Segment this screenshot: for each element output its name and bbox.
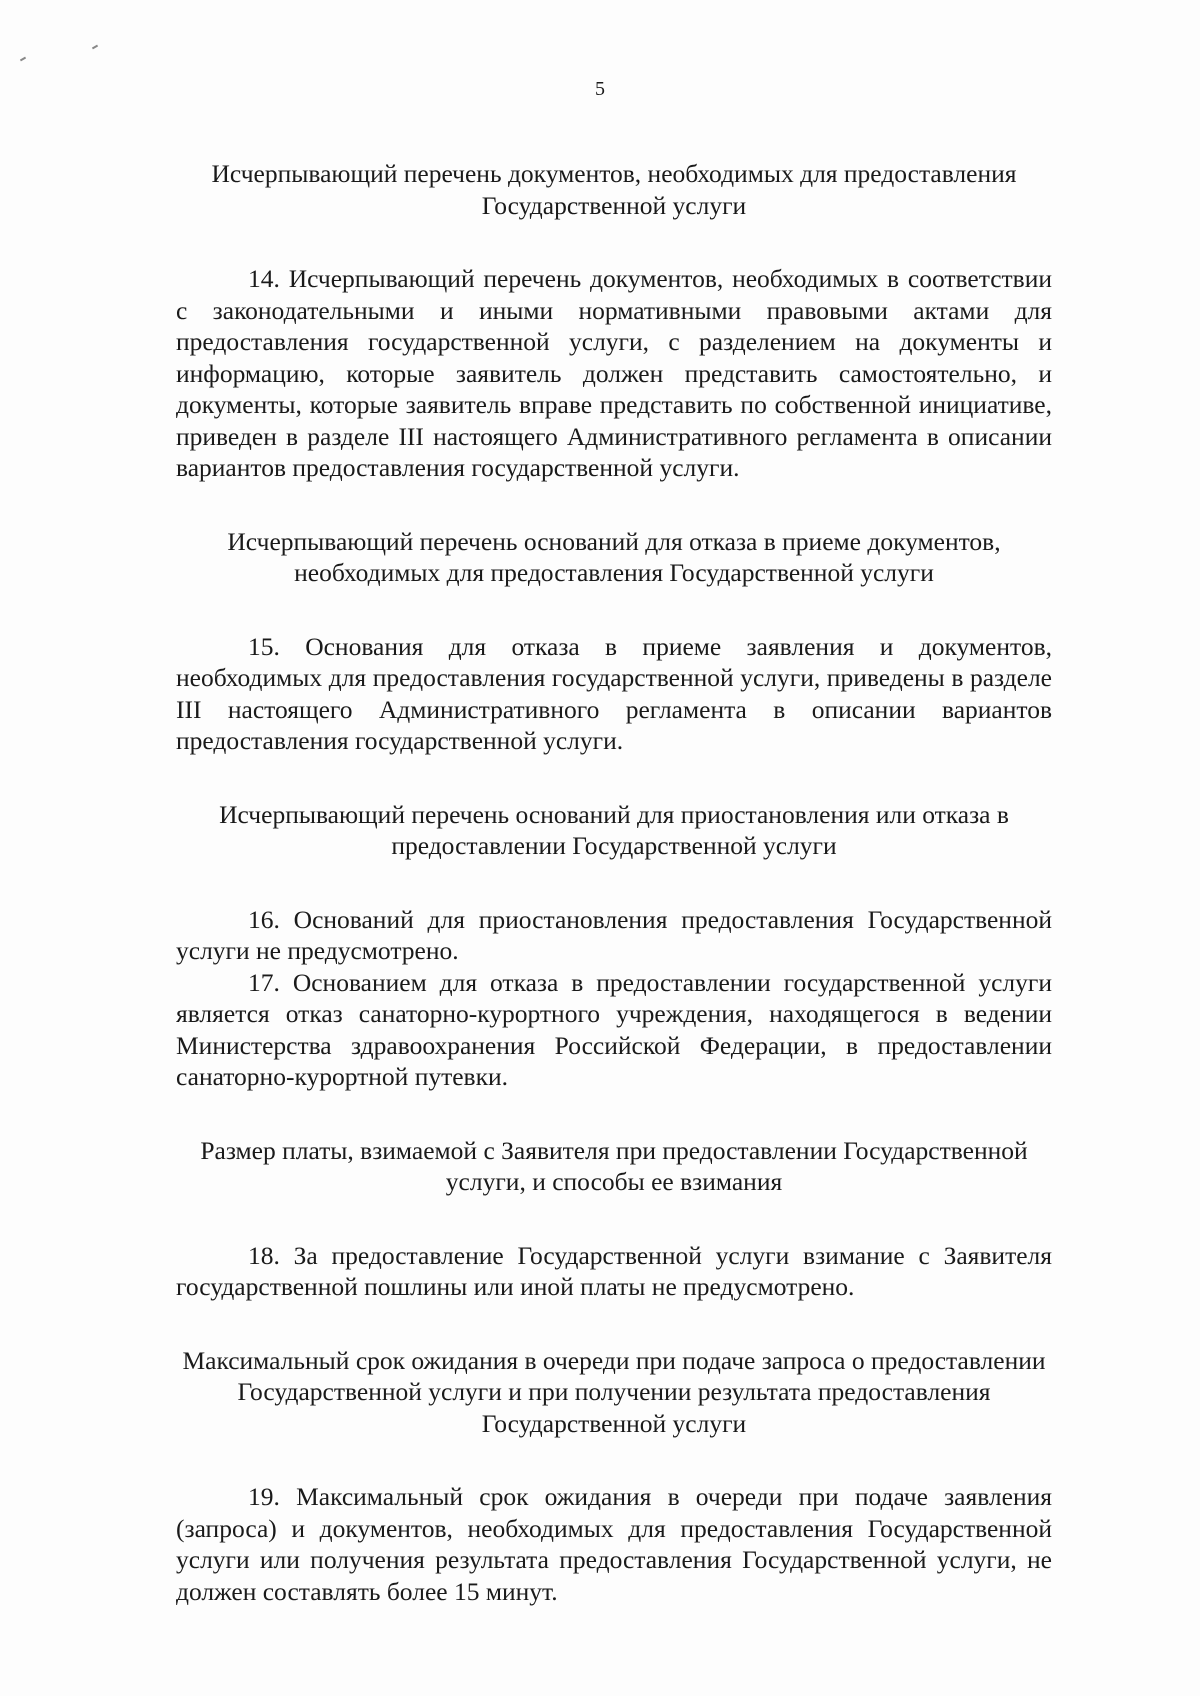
page-number: 5 <box>595 78 605 100</box>
section-suspension-grounds <box>176 799 1052 1093</box>
section-heading: Исчерпывающий перечень оснований для отказа в приеме документов, необходимых для предоставления Государственной услуги <box>227 526 1001 587</box>
paragraph-15: 15. Основания для отказа в приеме заявления и документов, необходимых для предоставления государственной услуги, приведены в разделе III настоящего Административного регламента в описании вариантов предоставления государственной услуги. <box>176 631 1052 755</box>
paragraph-18: 18. За предоставление Государственной услуги взимание с Заявителя государственной пошлины или иной платы не предусмотрено. <box>176 1240 1052 1301</box>
section-heading: Максимальный срок ожидания в очереди при подаче запроса о предоставлении Государственной услуги и при получении результата предоставления Государственной услуги <box>182 1345 1046 1438</box>
section-fee <box>176 1135 1052 1303</box>
section-refusal-grounds-acceptance <box>176 526 1052 757</box>
paragraph-17: 17. Основанием для отказа в предоставлении государственной услуги является отказ санаторно-курортного учреждения, находящегося в ведении Министерства здравоохранения Российской Федерации, в предоставлении санаторно-курортной путевки. <box>176 967 1052 1091</box>
document-body <box>176 158 1052 1607</box>
section-heading: Размер платы, взимаемой с Заявителя при предоставлении Государственной услуги, и способы ее взимания <box>200 1135 1028 1196</box>
section-waiting-time <box>176 1345 1052 1608</box>
paragraph-14: 14. Исчерпывающий перечень документов, необходимых в соответствии с законодательными и иными нормативными правовыми актами для предоставления государственной услуги, с разделением на документы и информацию, которые заявитель должен представить самостоятельно, и документы, которые заявитель вправе представить по собственной инициативе, приведен в разделе III настоящего Административного регламента в описании вариантов предоставления государственной услуги. <box>176 264 1052 482</box>
section-heading: Исчерпывающий перечень оснований для приостановления или отказа в предоставлении Государственной услуги <box>219 799 1009 860</box>
section-heading: Исчерпывающий перечень документов, необходимых для предоставления Государственной услуги <box>211 159 1017 220</box>
section-documents-list <box>176 158 1052 484</box>
scan-artifact <box>92 45 98 50</box>
scan-artifact <box>20 57 26 62</box>
paragraph-19: 19. Максимальный срок ожидания в очереди при подаче заявления (запроса) и документов, необходимых для предоставления Государственной услуги или получения результата предоставления Государственной услуги, не должен составлять более 15 минут. <box>176 1482 1052 1606</box>
paragraph-16: 16. Оснований для приостановления предоставления Государственной услуги не предусмотрено. <box>176 904 1052 965</box>
